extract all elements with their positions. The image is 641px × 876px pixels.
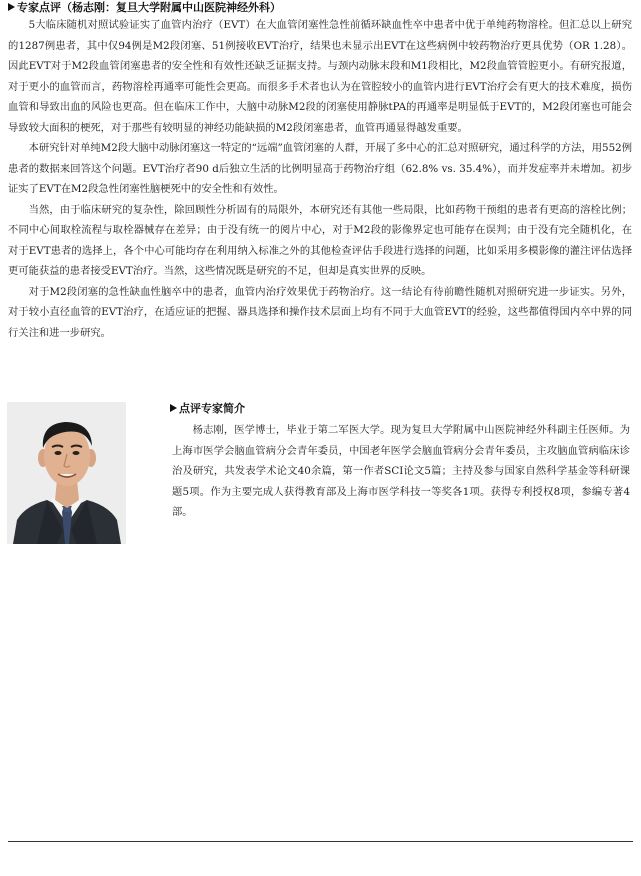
- expert-comment-body: [8, 15, 632, 343]
- comment-paragraph: 当然，由于临床研究的复杂性，除回顾性分析固有的局限外，本研究还有其他一些局限，比如药物干预组的患者有更高的溶栓比例；不同中心间取栓流程与取栓器械存在差异；由于没有统一的阅片中心，对于M2段的影像界定也可能存在误判；由于没有完全随机化，在对于EVT患者的选择上，各个中心可能均存在利用纳入标准之外的其他检查评估手段进行选择的问题，比如采用多模影像的灌注评估选择更可能获益的患者接受EVT治疗。当然，这些情况既是研究的不足，但却是真实世界的反映。: [8, 203, 632, 277]
- expert-comment-heading-text: 专家点评（杨志刚：复旦大学附属中山医院神经外科）: [17, 1, 281, 14]
- comment-paragraph: 对于M2段闭塞的急性缺血性脑卒中的患者，血管内治疗效果优于药物治疗。这一结论有待前瞻性随机对照研究进一步证实。另外，对于较小直径血管的EVT治疗，在适应证的把握、器具选择和操作技术层面上均有不同于大血管EVT的经验，这些都值得国内卒中界的同行关注和进一步研究。: [8, 285, 632, 339]
- expert-bio-heading: [170, 402, 245, 416]
- triangle-bullet-icon: [8, 3, 15, 11]
- triangle-bullet-icon: [170, 404, 177, 412]
- expert-bio-heading-text: 点评专家简介: [179, 402, 245, 415]
- portrait-illustration: [7, 402, 126, 544]
- bottom-divider: [8, 841, 633, 842]
- expert-comment-heading: [8, 1, 281, 15]
- comment-paragraph: 本研究针对单纯M2段大脑中动脉闭塞这一特定的“远端”血管闭塞的人群，开展了多中心的汇总对照研究，通过科学的方法，用552例患者的数据来回答这个问题。EVT治疗者90 d后独立生活的比例明显高于药物治疗组（62.8% vs. 35.4%），而并发症率并未增加。初步证实了EVT在M2段急性闭塞性脑梗死中的安全性和有效性。: [8, 142, 632, 195]
- comment-paragraph: 5大临床随机对照试验证实了血管内治疗（EVT）在大血管闭塞性急性前循环缺血性卒中患者中优于单纯药物溶栓。但汇总以上研究的1287例患者，其中仅94例是M2段闭塞、51例接收EVT治疗，结果也未显示出EVT在这些病例中较药物治疗更具优势（OR 1.28）。因此EVT对于M2段血管闭塞患者的安全性和有效性还缺乏证据支持。与颈内动脉末段和M1段相比，M2段血管管腔更小。有研究报道，对于更小的血管而言，药物溶栓再通率可能性会更高。而很多手术者也认为在管腔较小的血管内进行EVT治疗会有更大的技术难度，损伤血管和导致出血的风险也更高。但在临床工作中，大脑中动脉M2段的闭塞使用静脉tPA的再通率是明显低于EVT的，M2段闭塞也可能会导致较大面积的梗死，对于那些有较明显的神经功能缺损的M2段闭塞患者，血管再通显得越发重要。: [8, 19, 632, 134]
- expert-bio-body: [172, 420, 630, 523]
- bio-paragraph: 杨志刚，医学博士，毕业于第二军医大学。现为复旦大学附属中山医院神经外科副主任医师。为上海市医学会脑血管病分会青年委员，中国老年医学会脑血管病分会青年委员，主攻脑血管病临床诊治及研究，共发表学术论文40余篇，第一作者SCI论文5篇；主持及参与国家自然科学基金等科研课题5项。作为主要完成人获得教育部及上海市医学科技一等奖各1项。获得专利授权8项，参编专著4部。: [172, 424, 630, 518]
- expert-portrait: [7, 402, 126, 544]
